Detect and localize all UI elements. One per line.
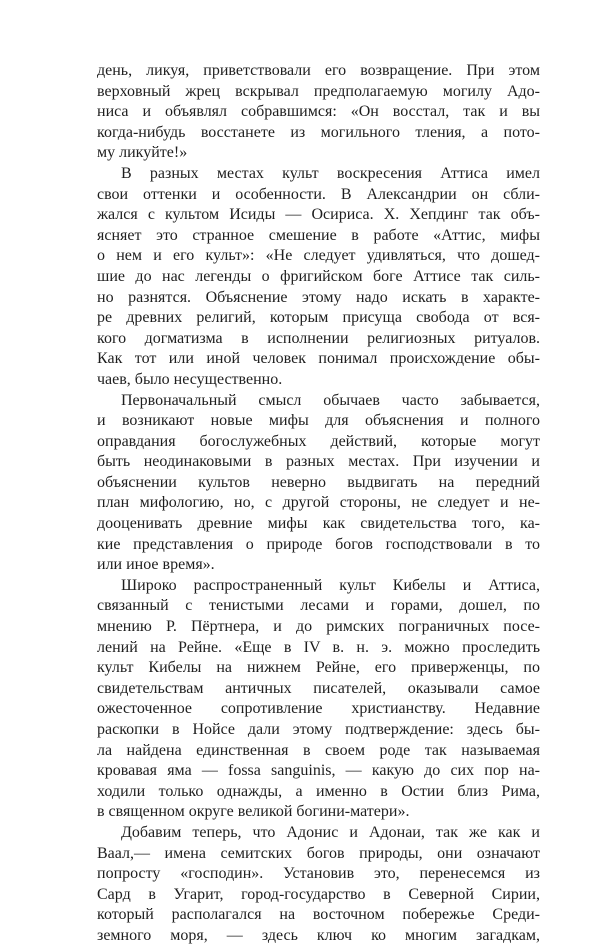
text-line: объяснении культов неверно выдвигать на передний [97,473,540,491]
text-line: Сард в Угарит, город-государство в Северной Сирии, [97,885,540,903]
text-line: ожесточенное сопротивление христианству. Недавние [97,700,540,718]
text-line: ясняет это странное смешение в работе «Аттис, мифы [97,226,540,244]
text-line: ходили только однажды, а именно в Остии близ Рима, [97,782,540,800]
text-line: попросту «господин». Установив это, перенесемся из [97,865,540,883]
text-line: Как тот или иной человек понимал происхождение обы- [97,350,540,368]
text-line: связанный с тенистыми лесами и горами, дошел, по [97,597,540,615]
text-line: лений на Рейне. «Еще в IV в. н. э. можно проследить [97,638,540,656]
text-line: кого догматизма в исполнении религиозных ритуалов. [97,329,540,347]
text-line: Добавим теперь, что Адонис и Адонаи, так же как и [121,823,540,841]
text-line: о нем и его культ»: «Не следует удивляться, что дошед- [97,247,540,265]
text-line: который располагался на восточном побережье Среди- [97,906,540,924]
paragraph [97,391,540,576]
text-line: земного моря, — здесь ключ ко многим загадкам, [97,926,540,944]
paragraph [97,823,540,947]
paragraph [97,164,540,391]
text-line: когда-нибудь восстанете из могильного тления, а пото- [97,123,540,141]
text-line: му ликуйте!» [97,144,188,162]
text-line: кие представления о природе богов господствовали в то [97,535,540,553]
text-line: раскопки в Нойсе дали этому подтверждение: здесь бы- [97,721,540,738]
text-line: Первоначальный смысл обычаев часто забывается, [121,391,540,409]
text-line: В разных местах культ воскресения Аттиса имел [121,164,540,182]
text-line: дооценивать древние мифы как свидетельства того, ка- [97,515,540,533]
paragraph [97,576,540,823]
text-line: оправдания богослужебных действий, которые могут [97,432,540,450]
text-line: ла найдена единственная в своем роде так называемая [97,741,540,759]
text-line: и возникают новые мифы для объяснения и полного [97,412,540,430]
text-line: свои оттенки и особенности. В Александрии он сбли- [97,185,540,203]
text-line: ниса и объявлял собравшимся: «Он восстал, так и вы [97,103,540,121]
text-line: Широко распространенный культ Кибелы и Аттиса, [121,576,540,594]
text-line: жался с культом Исиды — Осириса. Х. Хепдинг так объ- [97,206,540,224]
page-text [97,61,540,947]
text-line: мнению Р. Пёртнера, и до римских пограничных посе- [97,618,540,636]
text-line: верховный жрец вскрывал предполагаемую могилу Адо- [97,82,540,100]
text-line: или иное время». [97,556,215,574]
text-line: ре древних религий, которым присуща свобода от вся- [97,309,540,327]
text-line: шие до нас легенды о фригийском боге Аттисе так силь- [97,267,540,285]
text-line: чаев, было несущественно. [97,370,283,388]
text-line: Ваал,— имена семитских богов природы, они означают [97,844,540,862]
text-line: кровавая яма — fossa sanguinis, — какую до сих пор на- [97,762,540,780]
text-line: культ Кибелы на нижнем Рейне, его приверженцы, по [97,659,540,677]
paragraph [97,61,540,164]
text-line: свидетельствам античных писателей, оказывали самое [97,679,540,697]
text-line: быть неодинаковыми в разных местах. При изучении и [97,453,540,471]
text-line: день, ликуя, приветствовали его возвращение. При этом [97,62,540,79]
text-line: но разнятся. Объяснение этому надо искать в характе- [97,288,540,306]
text-line: в священном округе великой богини-матери». [97,803,410,821]
text-line: план мифологию, но, с другой стороны, не следует и не- [97,494,540,512]
